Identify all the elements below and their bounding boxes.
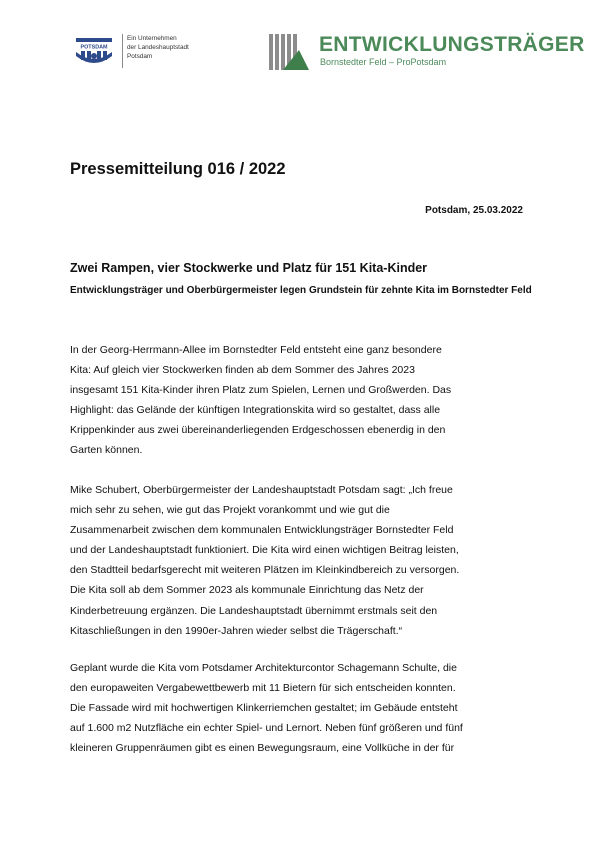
text-line: kleineren Gruppenräumen gibt es einen Bewegungsraum, eine Vollküche in der für — [70, 742, 455, 755]
text-line: Mike Schubert, Oberbürgermeister der Landeshauptstadt Potsdam sagt: „Ich freue — [70, 484, 453, 496]
paragraph-3 — [70, 658, 540, 758]
text-line: Zusammenarbeit zwischen dem kommunalen Entwicklungsträger Bornstedter Feld — [70, 524, 454, 537]
subheadline: Entwicklungsträger und Oberbürgermeister legen Grundstein für zehnte Kita im Bornstedter Feld — [70, 285, 532, 296]
paragraph-2 — [70, 480, 540, 641]
text-line: Die Fassade wird mit hochwertigen Klinkerriemchen gestaltet; im Gebäude entsteht — [70, 702, 458, 715]
entwicklungstraeger-title: ENTWICKLUNGSTRÄGER — [319, 33, 585, 56]
potsdam-emblem-icon — [70, 32, 118, 70]
text-line: mich sehr zu sehen, wie gut das Projekt vorankommt und wie gut die — [70, 504, 390, 517]
entwicklungstraeger-mark-icon — [269, 32, 311, 70]
text-line: auf 1.600 m2 Nutzfläche ein echter Spiel- und Lernort. Neben fünf größeren und fünf — [70, 722, 463, 735]
headline: Zwei Rampen, vier Stockwerke und Platz für 151 Kita-Kinder — [70, 261, 428, 275]
text-line: In der Georg-Herrmann-Allee im Bornstedter Feld entsteht eine ganz besondere — [70, 344, 442, 356]
text-line: Highlight: das Gelände der künftigen Integrationskita wird so gestaltet, dass alle — [70, 404, 441, 417]
text-line: Kita: Auf gleich vier Stockwerken finden ab dem Sommer des Jahres 2023 — [70, 364, 415, 377]
text-line: und der Landeshauptstadt funktioniert. Die Kita wird einen wichtigen Beitrag leisten, — [70, 544, 459, 557]
entwicklungstraeger-subtitle: Bornstedter Feld – ProPotsdam — [320, 57, 447, 67]
entwicklungstraeger-logo — [269, 32, 585, 72]
text-line: insgesamt 151 Kita-Kinder ihren Platz zum Spielen, Lernen und Großwerden. Das — [70, 384, 452, 397]
text-line: Kinderbetreuung ergänzen. Die Landeshauptstadt übernimmt erstmals seit den — [70, 604, 438, 617]
text-line: Garten können. — [70, 444, 143, 457]
potsdam-logo-line: der Landeshauptstadt — [127, 44, 189, 51]
press-release-title: Pressemitteilung 016 / 2022 — [70, 160, 286, 178]
potsdam-logo-line: Potsdam — [127, 53, 153, 60]
potsdam-logo-text — [127, 34, 217, 61]
potsdam-logo-divider — [122, 34, 123, 68]
text-line: den Stadtteil bedarfsgerecht mit weiteren Plätzen im Kleinkindbereich zu versorgen. — [70, 564, 460, 577]
text-line: Kitaschließungen in den 1990er-Jahren wieder selbst die Trägerschaft.“ — [70, 624, 403, 637]
potsdam-emblem-label: POTSDAM — [80, 44, 108, 51]
text-line: Geplant wurde die Kita vom Potsdamer Architekturcontor Schagemann Schulte, die — [70, 662, 457, 674]
potsdam-logo — [70, 32, 196, 70]
dateline: Potsdam, 25.03.2022 — [425, 205, 523, 216]
potsdam-logo-line: Ein Unternehmen — [127, 35, 177, 42]
text-line: den europaweiten Vergabewettbewerb mit 11 Bietern für sich entscheiden konnten. — [70, 682, 456, 695]
text-line: Die Kita soll ab dem Sommer 2023 als kommunale Einrichtung das Netz der — [70, 584, 424, 597]
text-line: Krippenkinder aus zwei übereinanderliegenden Erdgeschossen ebenerdig in den — [70, 424, 446, 437]
paragraph-1 — [70, 340, 540, 461]
